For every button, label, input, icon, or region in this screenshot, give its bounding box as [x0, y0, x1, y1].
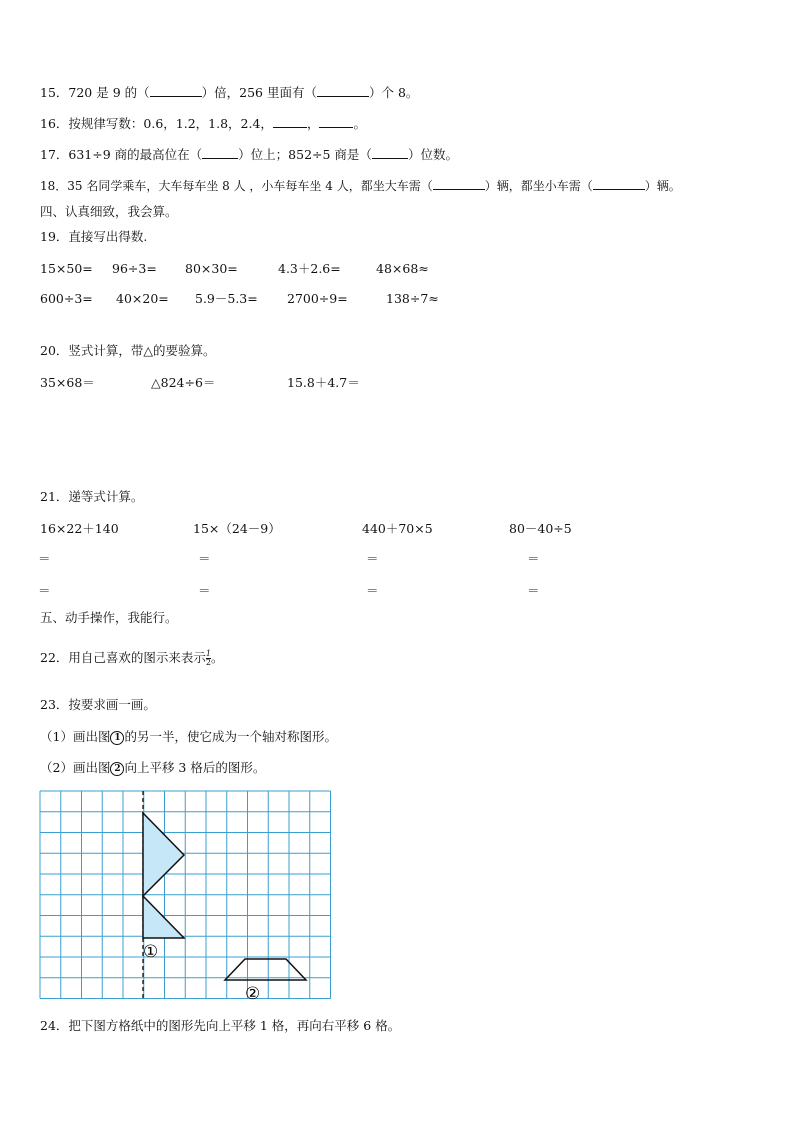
q19-item: 4.3＋2.6= [278, 261, 341, 276]
question-22 [40, 650, 224, 667]
question-18 [40, 177, 681, 194]
q23-title: 23．按要求画一画。 [40, 697, 156, 712]
q19-item: 15×50= [40, 261, 93, 276]
shape-2-trapezoid [225, 959, 306, 980]
equals-sign: ＝ [198, 551, 211, 566]
q17-text-a: 17．631÷9 商的最高位在（ [40, 147, 203, 162]
answer-blank[interactable] [273, 115, 307, 128]
equals-sign: ＝ [198, 583, 211, 598]
question-17 [40, 146, 458, 163]
circled-number-2: 2 [110, 762, 124, 776]
q23-p2-text-b: 向上平移 3 格后的图形。 [124, 760, 266, 775]
q16-text-a: 16．按规律写数：0.6，1.2，1.8，2.4， [40, 116, 273, 131]
q21-item: 80－40÷5 [509, 521, 572, 536]
q21-item: 440＋70×5 [362, 521, 433, 536]
shape-1-triangle-lower [143, 896, 184, 938]
fraction-denominator: 2 [205, 658, 212, 667]
answer-blank[interactable] [202, 146, 238, 159]
section-5-heading: 五、动手操作，我能行。 [40, 610, 178, 625]
shape-1-triangle-upper [143, 813, 184, 896]
q20-item: 15.8＋4.7＝ [287, 375, 360, 390]
q23-part-1 [40, 729, 337, 745]
answer-blank[interactable] [150, 84, 202, 97]
q21-item: 16×22＋140 [40, 521, 119, 536]
shape-2-label: ② [245, 984, 261, 1004]
q16-text-b: ， [306, 116, 320, 131]
grid-figure [0, 780, 794, 1020]
answer-blank[interactable] [433, 177, 485, 190]
section-4-heading: 四、认真细致，我会算。 [40, 204, 178, 219]
q17-text-c: ）位数。 [407, 147, 458, 162]
q16-text-c: 。 [353, 116, 366, 131]
q20-title: 20．竖式计算，带△的要验算。 [40, 343, 216, 358]
q17-text-b: ）位上；852÷5 商是（ [238, 147, 372, 162]
q19-title: 19．直接写出得数. [40, 229, 148, 244]
q23-p1-text-b: 的另一半，使它成为一个轴对称图形。 [124, 729, 337, 744]
q19-item: 2700÷9= [287, 291, 348, 306]
answer-blank[interactable] [317, 84, 369, 97]
equals-sign: ＝ [527, 583, 540, 598]
q22-text-b: 。 [211, 650, 224, 665]
q18-text-b: ）辆，都坐小车需（ [484, 179, 593, 193]
answer-blank[interactable] [372, 146, 408, 159]
circled-number-1: 1 [110, 731, 124, 745]
q19-item: 96÷3= [112, 261, 157, 276]
q23-p1-text-a: （1）画出图 [40, 729, 111, 744]
q22-text-a: 22．用自己喜欢的图示来表示 [40, 650, 206, 665]
q19-item: 138÷7≈ [386, 291, 439, 306]
q21-title: 21．递等式计算。 [40, 489, 144, 504]
question-24: 24．把下图方格纸中的图形先向上平移 1 格，再向右平移 6 格。 [40, 1018, 401, 1033]
q15-text-a: 15．720 是 9 的（ [40, 85, 150, 100]
equals-sign: ＝ [38, 583, 51, 598]
q19-item: 40×20= [116, 291, 169, 306]
equals-sign: ＝ [366, 551, 379, 566]
q18-text-c: ）辆。 [644, 179, 681, 193]
q21-item: 15×（24－9） [193, 521, 281, 536]
q15-text-b: ）倍，256 里面有（ [201, 85, 317, 100]
fraction-numerator: 1 [205, 649, 212, 658]
q15-text-c: ）个 8。 [368, 85, 419, 100]
q19-item: 5.9－5.3= [195, 291, 258, 306]
equals-sign: ＝ [527, 551, 540, 566]
q19-item: 600÷3= [40, 291, 93, 306]
equals-sign: ＝ [366, 583, 379, 598]
answer-blank[interactable] [593, 177, 645, 190]
q23-part-2 [40, 760, 265, 776]
q23-p2-text-a: （2）画出图 [40, 760, 111, 775]
shape-1-label: ① [143, 942, 159, 962]
q18-text-a: 18．35 名同学乘车，大车每车坐 8 人 ，小车每车坐 4 人，都坐大车需（ [40, 179, 433, 193]
q19-item: 80×30= [185, 261, 238, 276]
question-15 [40, 84, 418, 101]
q19-item: 48×68≈ [376, 261, 429, 276]
q20-item: △824÷6＝ [151, 375, 216, 390]
q20-item: 35×68＝ [40, 375, 95, 390]
answer-blank[interactable] [319, 115, 353, 128]
grid-lines [40, 791, 331, 999]
question-16 [40, 115, 366, 132]
equals-sign: ＝ [38, 551, 51, 566]
